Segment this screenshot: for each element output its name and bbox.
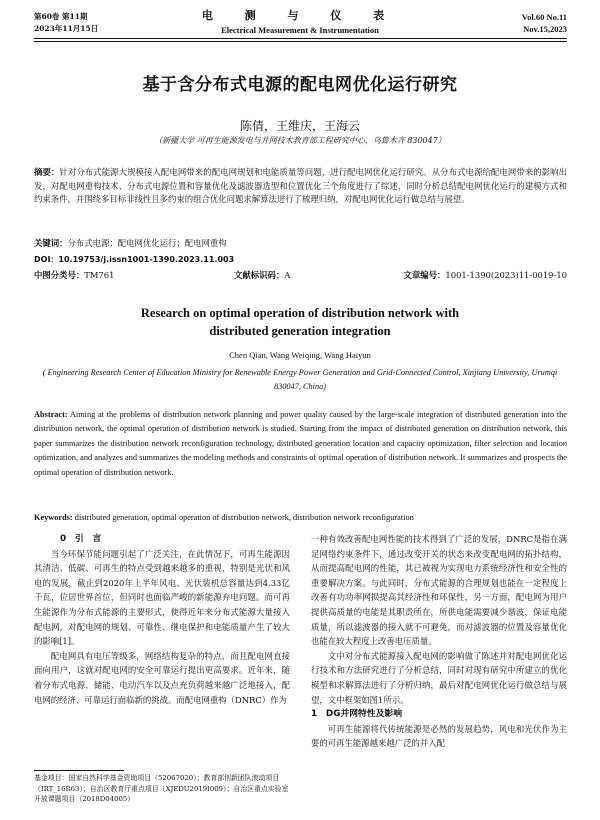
- keywords-en-label: Keywords:: [34, 513, 73, 522]
- abstract-en: [34, 408, 567, 480]
- abstract-en-label: Abstract:: [34, 410, 68, 419]
- article-no-value: 1001-1390(2023)11-0019-10: [445, 270, 567, 280]
- abstract-en-text: Aiming at the problems of distribution network planning and power quality caused by the large-scale integration of distributed generation into the distribution network, the optimal operation of distribution network is studied. Starting from the impact of distributed generation on distribution network, this paper summarizes the distribution network reconfiguration technology, distributed generation location and capacity optimization, filter selection and location optimization, and analyzes and summarizes the modeling methods and constraints of optimal operation of distribution network. It summarizes and prospects the optimal operation of distribution network.: [34, 410, 567, 477]
- clc-label: 中图分类号：: [34, 270, 85, 280]
- body-right-column: [311, 532, 567, 751]
- keywords-en-text: distributed generation, optimal operation of distribution network, distribution network reconfiguration: [72, 513, 414, 522]
- journal-volume: 第60卷 第11期: [34, 12, 88, 21]
- keywords-zh-text: 分布式电源；配电网优化运行；配电网重构: [67, 238, 227, 248]
- abstract-zh-text: 针对分布式能源大规模接入配电网带来的配电网规划和电能质量等问题，进行配电网优化运行研究。从分布式电源给配电网带来的影响出发，对配电网重构技术、分布式电源位置和容量优化及滤波器选型和位置优化三个角度进行了综述，同时分析总结配电网优化运行的建模方式和约束条件，并围绕多目标非线性且多约束的组合优化问题求解算法进行了梳理归纳，对配电网优化运行做总结与展望。: [34, 167, 568, 205]
- clc-value: TM761: [84, 270, 115, 280]
- article-no-label: 文章编号：: [403, 270, 446, 280]
- left-paragraph-1: 当今环保节能问题引起了广泛关注，在此情况下，可再生能源因其清洁、低碳、可再生的特点受到越来越多的重视，特别是光伏和风电的发展，截止到2020年上半年风电、光伏装机总容量达到4.33亿千瓦，位居世界首位，但同时也面临严峻的新能源弃电问题。而可再生能源作为分布式能源的主要形式，使得近年来分布式能源大量接入配电网，对配电网的规划、可靠性、继电保护和电能质量产生了较大的影响[1]。: [34, 548, 290, 647]
- right-paragraph-1: 一种有效改善配电网性能的技术得到了广泛的发展，DNRC是指在满足网络约束条件下，通过改变开关的状态来改变配电网的拓扑结构，从而提高配电网的性能，其已被视为实现电力系统经济性和安全性的重要解决方案。与此同时，分布式能源的合理规划也能在一定程度上改善有功功率网损提高其经济性和环保性，另一方面，配电网为用户提供高质量的电能是其职责所在，所供电能需要减少谐波，保证电能质量，所以滤波器的接入就不可避免，而对滤波器的位置及容量优化也能在较大程度上改善电压质量。: [311, 534, 567, 647]
- header-rule: [34, 38, 567, 39]
- left-paragraph-2: 配电网具有电压等级多，网络结构复杂的特点，而且配电网直接面向用户，这就对配电网的安全可靠运行提出更高要求。近年来，随着分布式电源、储能、电动汽车以及点充负荷越来越广泛地接入，配电网的经济、可靠运行面临新的挑战。而配电网重构（DNRC）作为: [34, 650, 290, 705]
- keywords-en: [34, 513, 567, 522]
- paper-title-zh: 基于含分布式电源的配电网优化运行研究: [142, 75, 458, 95]
- journal-name-zh: 电 测 与 仪 表: [201, 9, 399, 22]
- abstract-zh: [34, 166, 567, 207]
- funding-footnote: 基金项目：国家自然科学基金资助项目（52067020）；教育部创新团队滚动项目（IRT_16R63）；自治区教育厅重点项目（XJEDU2019I009）；自治区重点实验室开放课题项目（2018D04005）: [34, 774, 289, 803]
- section-heading-introduction: 0 引 言: [60, 534, 102, 544]
- abstract-zh-label: 摘要：: [34, 167, 60, 177]
- right-paragraph-3: 可再生能源将代传统能源是必然的发展趋势，风电和光伏作为主要的可再生能源越来越广泛的并入配: [311, 723, 567, 749]
- keywords-zh: [34, 237, 567, 251]
- section-heading-dg-characteristics: 1 DG并网特性及影响: [311, 709, 403, 720]
- authors-en: Chen Qian, Wang Weiqing, Wang Haiyun: [229, 350, 371, 360]
- doi: DOI：10.19753/j.issn1001-1390.2023.11.003: [34, 255, 235, 264]
- affiliation-zh: （新疆大学 可再生能源发电与并网技术教育部工程研究中心，乌鲁木齐 830047）: [154, 136, 446, 145]
- paper-title-en-line1: Research on optimal operation of distribution network with: [140, 306, 460, 320]
- right-paragraph-2: 文中对分布式能源接入配电网的影响做了陈述并对配电网优化运行技术和方法研究进行了分析总结，同时对现有研究中所建立的优化模型和求解算法进行了分析归纳，最后对配电网优化运行做总结与展望，文中框架如图1所示。: [311, 650, 567, 705]
- journal-name-en: Electrical Measurement & Instrumentation: [221, 25, 379, 35]
- doc-code-label: 文献标识码：: [234, 270, 285, 280]
- journal-date-en: Nov.15,2023: [523, 24, 567, 34]
- keywords-zh-label: 关键词：: [34, 238, 68, 248]
- paper-title-en-line2: distributed generation integration: [209, 324, 391, 338]
- doc-code-value: A: [284, 270, 291, 280]
- journal-vol-en: Vol.60 No.11: [521, 12, 567, 22]
- affiliation-en: ( Engineering Research Center of Education Ministry for Renewable Energy Power Generation and Grid-Connected Control, Xinjiang University, Urumqi 830047, China): [42, 368, 558, 391]
- header-rule-thin: [34, 41, 567, 42]
- footnote-rule: [34, 770, 124, 771]
- authors-zh: 陈倩，王维庆，王海云: [239, 119, 360, 133]
- paper-title-en: [0, 304, 600, 340]
- body-left-column: [34, 532, 290, 707]
- journal-date: 2023年11月15日: [34, 24, 99, 33]
